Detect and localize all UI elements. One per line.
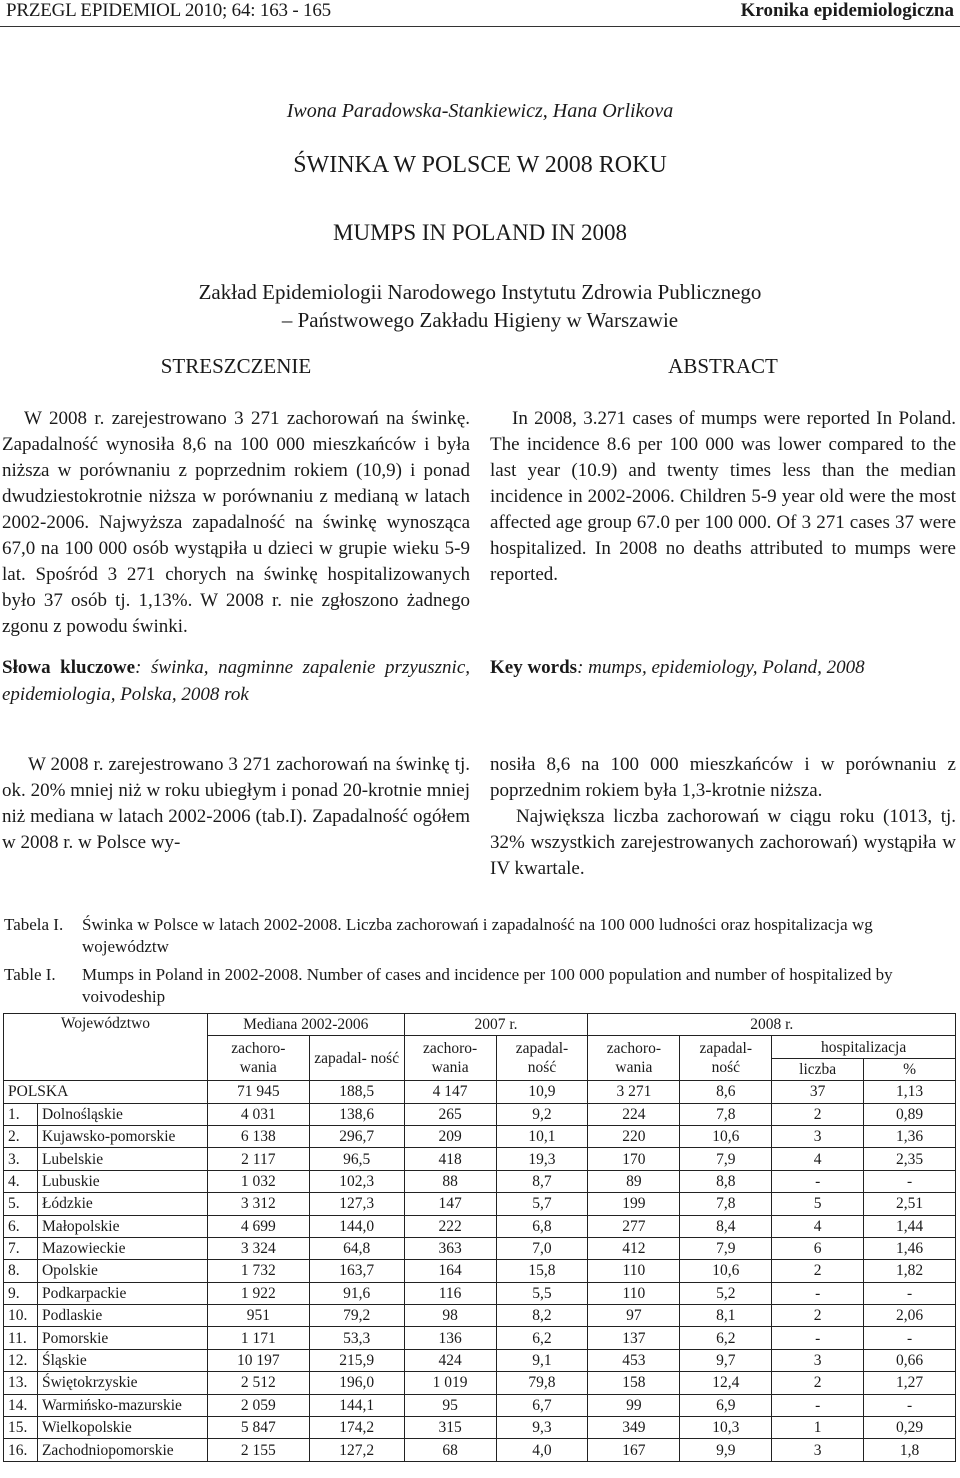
cell: 209 [404,1125,496,1147]
cell: 412 [588,1237,680,1259]
header-cases: zachoro- wania [404,1036,496,1081]
cell: 2 155 [207,1439,309,1461]
cell: 418 [404,1148,496,1170]
cell: 8,6 [680,1081,772,1103]
cell: 10,9 [496,1081,588,1103]
body-right-column [490,752,956,882]
cell: 2 512 [207,1372,309,1394]
cell: 95 [404,1394,496,1416]
authors: Iwona Paradowska-Stankiewicz, Hana Orlikova [286,100,674,122]
cell: 4 699 [207,1215,309,1237]
section-name: Kronika epidemiologiczna [740,0,954,21]
cell: 196,0 [309,1372,404,1394]
cell: 1,44 [864,1215,956,1237]
row-number: 13. [4,1372,38,1394]
cell: 5 847 [207,1417,309,1439]
cell: 144,1 [309,1394,404,1416]
cell: 215,9 [309,1349,404,1371]
cell: 1 732 [207,1260,309,1282]
cell: 2,06 [864,1305,956,1327]
row-name: Lubelskie [37,1148,207,1170]
table-row [4,1215,956,1237]
cell: 3 [772,1349,864,1371]
cell: 6,8 [496,1215,588,1237]
header-voivodeship: Województwo [4,1014,208,1081]
header-hospitalization: hospitalizacja [772,1036,956,1058]
cell: 4 147 [404,1081,496,1103]
cell: 2 [772,1103,864,1125]
row-name: POLSKA [4,1081,208,1103]
cell: 0,66 [864,1349,956,1371]
header-incidence: zapadal- ność [680,1036,772,1081]
row-number: 5. [4,1193,38,1215]
cell: 10,3 [680,1417,772,1439]
cell: 1,13 [864,1081,956,1103]
cell: 8,1 [680,1305,772,1327]
table-row-total [4,1081,956,1103]
row-name: Podkarpackie [37,1282,207,1304]
cell: 1 922 [207,1282,309,1304]
body-paragraph: nosiła 8,6 na 100 000 mieszkańców i w porównaniu z poprzednim rokiem była 1,3-krotnie niższa. [490,754,956,801]
row-name: Dolnośląskie [37,1103,207,1125]
mumps-table [3,1013,956,1462]
cell: 4 [772,1148,864,1170]
cell: 138,6 [309,1103,404,1125]
cell: 8,4 [680,1215,772,1237]
cell: 96,5 [309,1148,404,1170]
cell: 2 [772,1372,864,1394]
cell: 3 324 [207,1237,309,1259]
cell: 98 [404,1305,496,1327]
cell: 6,7 [496,1394,588,1416]
cell: 6,9 [680,1394,772,1416]
abstract-heading-english: ABSTRACT [668,354,778,378]
cell: 1,46 [864,1237,956,1259]
cell: 277 [588,1215,680,1237]
table-caption-polish [4,914,956,958]
cell: 127,2 [309,1439,404,1461]
cell: - [772,1394,864,1416]
table-row [4,1170,956,1192]
cell: 89 [588,1170,680,1192]
cell: 163,7 [309,1260,404,1282]
cell: 222 [404,1215,496,1237]
title-polish: ŚWINKA W POLSCE W 2008 ROKU [293,152,667,178]
row-number: 8. [4,1260,38,1282]
cell: 2,35 [864,1148,956,1170]
body-paragraph: Największa liczba zachorowań w ciągu roku (1013, tj. 32% wszystkich zarejestrowanych zachorowań) wystąpiła w IV kwartale. [490,806,956,879]
cell: 9,2 [496,1103,588,1125]
cell: - [864,1394,956,1416]
cell: 5,7 [496,1193,588,1215]
cell: 6 [772,1237,864,1259]
cell: 3 271 [588,1081,680,1103]
keywords-polish [2,654,470,708]
cell: 9,9 [680,1439,772,1461]
table-row [4,1193,956,1215]
cell: 79,8 [496,1372,588,1394]
keywords-english [490,654,956,681]
cell: 9,7 [680,1349,772,1371]
row-number: 7. [4,1237,38,1259]
cell: 99 [588,1394,680,1416]
cell: 224 [588,1103,680,1125]
row-number: 14. [4,1394,38,1416]
cell: 2,51 [864,1193,956,1215]
cell: 2 059 [207,1394,309,1416]
cell: 68 [404,1439,496,1461]
table-label-polish: Tabela I. [4,915,64,934]
cell: - [864,1327,956,1349]
institution-line-1: Zakład Epidemiologii Narodowego Instytutu Zdrowia Publicznego [198,280,762,304]
cell: 170 [588,1148,680,1170]
row-number: 11. [4,1327,38,1349]
cell: 3 [772,1125,864,1147]
cell: - [864,1282,956,1304]
cell: 6,2 [496,1327,588,1349]
cell: 110 [588,1260,680,1282]
cell: 1 171 [207,1327,309,1349]
row-number: 1. [4,1103,38,1125]
cell: 1 019 [404,1372,496,1394]
table-row [4,1260,956,1282]
cell: 71 945 [207,1081,309,1103]
cell: 137 [588,1327,680,1349]
cell: 1,27 [864,1372,956,1394]
table-row [4,1148,956,1170]
row-number: 6. [4,1215,38,1237]
cell: 10,6 [680,1260,772,1282]
header-cases: zachoro- wania [588,1036,680,1081]
cell: 349 [588,1417,680,1439]
cell: 2 [772,1305,864,1327]
cell: 199 [588,1193,680,1215]
header-incidence: zapadal- ność [496,1036,588,1081]
cell: 7,9 [680,1237,772,1259]
row-number: 10. [4,1305,38,1327]
row-name: Małopolskie [37,1215,207,1237]
row-number: 2. [4,1125,38,1147]
cell: 7,8 [680,1193,772,1215]
row-number: 4. [4,1170,38,1192]
row-number: 16. [4,1439,38,1461]
body-left-column [2,752,470,856]
cell: 37 [772,1081,864,1103]
header-cases: zachoro- wania [207,1036,309,1081]
cell: 363 [404,1237,496,1259]
journal-citation: PRZEGL EPIDEMIOL 2010; 64: 163 - 165 [6,0,331,21]
cell: 5,5 [496,1282,588,1304]
cell: 116 [404,1282,496,1304]
cell: 1 032 [207,1170,309,1192]
abstract-heading-polish: STRESZCZENIE [160,354,312,378]
cell: 102,3 [309,1170,404,1192]
cell: - [772,1282,864,1304]
keywords-polish-text: : świnka, nagminne zapalenie przyusznic, epidemiologia, Polska, 2008 rok [2,657,471,705]
row-name: Zachodniopomorskie [37,1439,207,1461]
cell: 97 [588,1305,680,1327]
header-median: Mediana 2002-2006 [207,1014,404,1036]
cell: 79,2 [309,1305,404,1327]
cell: 315 [404,1417,496,1439]
cell: 88 [404,1170,496,1192]
cell: 147 [404,1193,496,1215]
row-name: Łódzkie [37,1193,207,1215]
cell: 5 [772,1193,864,1215]
cell: - [772,1327,864,1349]
row-name: Opolskie [37,1260,207,1282]
row-number: 9. [4,1282,38,1304]
cell: 1 [772,1417,864,1439]
keywords-english-text: : mumps, epidemiology, Poland, 2008 [577,657,865,678]
table-row [4,1103,956,1125]
header-incidence: zapadal- ność [309,1036,404,1081]
cell: 951 [207,1305,309,1327]
keywords-english-label: Key words [490,657,578,678]
cell: 127,3 [309,1193,404,1215]
cell: 265 [404,1103,496,1125]
row-name: Lubuskie [37,1170,207,1192]
title-english: MUMPS IN POLAND IN 2008 [333,220,627,245]
abstract-polish-text: W 2008 r. zarejestrowano 3 271 zachorowań na świnkę. Zapadalność wynosiła 8,6 na 100 000 mieszkańców i była niższa w porównaniu z poprzednim rokiem (10,9) i ponad dwudziestokrotnie niższa w porównaniu z medianą w latach 2002-2006. Najwyższa zapadalność na świnkę wynosząca 67,0 na 100 000 osób wystąpiła u dzieci w grupie wieku 5-9 lat. Spośród 3 271 chorych na świnkę hospitalizowanych było 37 osób tj. 1,13%. W 2008 r. nie zgłoszono żadnego zgonu z powodu świnki. [2,408,470,637]
table-header-row [4,1014,956,1036]
cell: 8,7 [496,1170,588,1192]
cell: 136 [404,1327,496,1349]
row-name: Warmińsko-mazurskie [37,1394,207,1416]
row-name: Świętokrzyskie [37,1372,207,1394]
institution-line-2: – Państwowego Zakładu Higieny w Warszawie [281,308,679,332]
table-caption-text-english: Mumps in Poland in 2002-2008. Number of cases and incidence per 100 000 population and number of hospitalized by voivodeship [82,965,893,1006]
row-name: Podlaskie [37,1305,207,1327]
cell: 5,2 [680,1282,772,1304]
cell: 6,2 [680,1327,772,1349]
cell: 453 [588,1349,680,1371]
cell: 0,89 [864,1103,956,1125]
cell: 8,2 [496,1305,588,1327]
abstract-english-text: In 2008, 3.271 cases of mumps were reported In Poland. The incidence 8.6 per 100 000 was lower compared to the last year (10.9) and twenty times less than the median incidence in 2002-2006. Children 5-9 year old were the most affected age group 67.0 per 100 000. Of 3 271 cases 37 were hospitalized. In 2008 no deaths attributed to mumps were reported. [490,408,956,585]
cell: 53,3 [309,1327,404,1349]
body-paragraph: W 2008 r. zarejestrowano 3 271 zachorowań na świnkę tj. ok. 20% mniej niż w roku ubiegłym i ponad 20-krotnie mniej niż mediana w latach 2002-2006 (tab.I). Zapadalność ogółem w 2008 r. w Polsce wy- [2,754,470,853]
cell: 9,1 [496,1349,588,1371]
cell: 1,8 [864,1439,956,1461]
table-row [4,1282,956,1304]
cell: 2 [772,1260,864,1282]
header-2007: 2007 r. [404,1014,588,1036]
row-name: Pomorskie [37,1327,207,1349]
cell: - [772,1170,864,1192]
table-row [4,1439,956,1461]
cell: - [864,1170,956,1192]
cell: 1,82 [864,1260,956,1282]
cell: 2 117 [207,1148,309,1170]
cell: 19,3 [496,1148,588,1170]
cell: 1,36 [864,1125,956,1147]
table-label-english: Table I. [4,965,56,984]
cell: 10,1 [496,1125,588,1147]
cell: 167 [588,1439,680,1461]
cell: 9,3 [496,1417,588,1439]
cell: 174,2 [309,1417,404,1439]
cell: 10,6 [680,1125,772,1147]
header-count: liczba [772,1058,864,1080]
cell: 3 [772,1439,864,1461]
cell: 188,5 [309,1081,404,1103]
table-row [4,1327,956,1349]
keywords-polish-label: Słowa kluczowe [2,657,136,678]
abstract-polish [2,406,470,640]
abstract-english [490,406,956,588]
cell: 10 197 [207,1349,309,1371]
cell: 7,9 [680,1148,772,1170]
cell: 424 [404,1349,496,1371]
table-row [4,1417,956,1439]
cell: 6 138 [207,1125,309,1147]
table-row [4,1305,956,1327]
table-row [4,1349,956,1371]
cell: 144,0 [309,1215,404,1237]
table-row [4,1237,956,1259]
cell: 220 [588,1125,680,1147]
header-2008: 2008 r. [588,1014,956,1036]
cell: 3 312 [207,1193,309,1215]
cell: 7,8 [680,1103,772,1125]
table-row [4,1372,956,1394]
table-row [4,1394,956,1416]
table-caption-text-polish: Świnka w Polsce w latach 2002-2008. Liczba zachorowań i zapadalność na 100 000 ludności oraz hospitalizacja wg województw [82,915,873,956]
cell: 296,7 [309,1125,404,1147]
cell: 4 [772,1215,864,1237]
cell: 0,29 [864,1417,956,1439]
table-row [4,1125,956,1147]
cell: 110 [588,1282,680,1304]
table-caption-english [4,964,956,1008]
cell: 7,0 [496,1237,588,1259]
cell: 15,8 [496,1260,588,1282]
cell: 4 031 [207,1103,309,1125]
cell: 164 [404,1260,496,1282]
row-name: Wielkopolskie [37,1417,207,1439]
header-rule [0,26,960,27]
row-name: Śląskie [37,1349,207,1371]
row-number: 15. [4,1417,38,1439]
running-header [6,0,954,26]
cell: 4,0 [496,1439,588,1461]
cell: 8,8 [680,1170,772,1192]
header-percent: % [864,1058,956,1080]
cell: 158 [588,1372,680,1394]
row-name: Mazowieckie [37,1237,207,1259]
row-number: 3. [4,1148,38,1170]
cell: 91,6 [309,1282,404,1304]
row-number: 12. [4,1349,38,1371]
cell: 64,8 [309,1237,404,1259]
row-name: Kujawsko-pomorskie [37,1125,207,1147]
cell: 12,4 [680,1372,772,1394]
